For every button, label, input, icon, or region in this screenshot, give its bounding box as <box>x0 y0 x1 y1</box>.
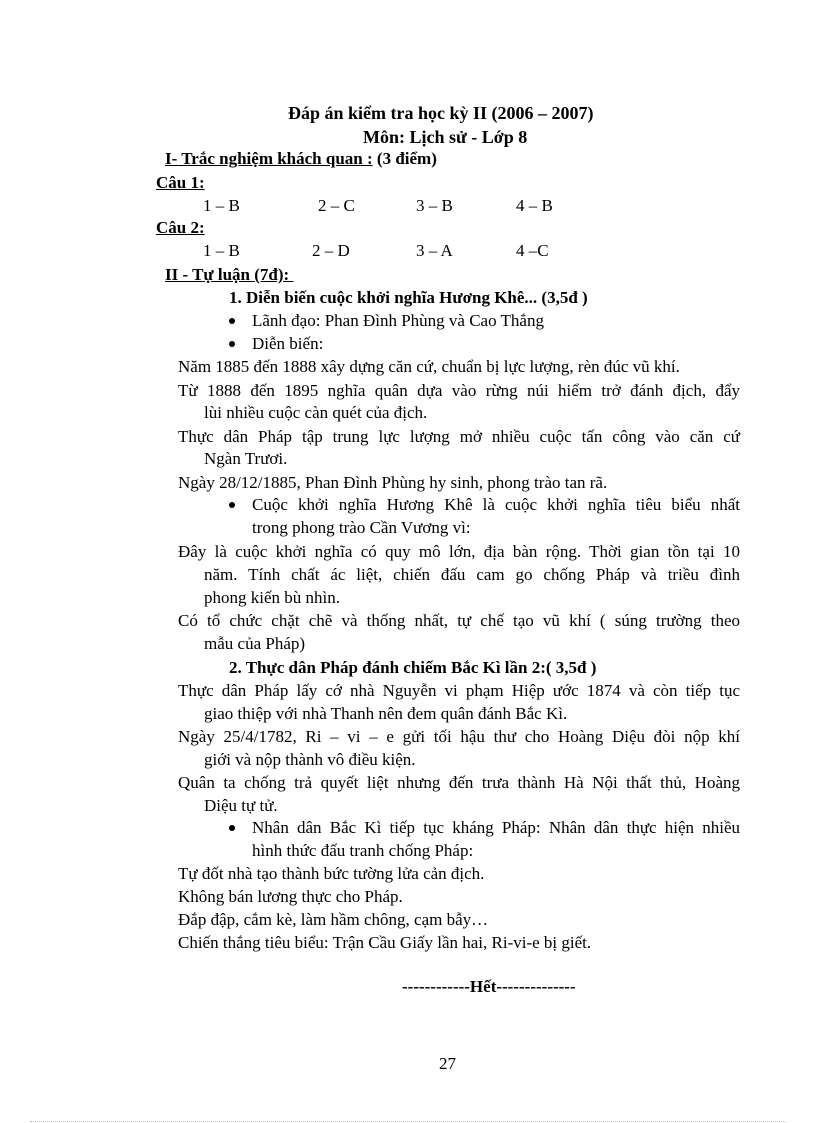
s2-para: Tự đốt nhà tạo thành bức tường lửa cản địch. <box>178 864 485 883</box>
bullet-icon <box>229 825 235 831</box>
s1-events-label: Diễn biến: <box>252 334 324 353</box>
s1-leader: Lãnh đạo: Phan Đình Phùng và Cao Thắng <box>252 311 544 330</box>
q1-answer: 4 – B <box>516 196 553 215</box>
part1-heading-points: (3 điểm) <box>372 149 437 168</box>
s1-para: phong kiến bù nhìn. <box>204 588 340 607</box>
s2-para: giới và nộp thành vô điều kiện. <box>204 750 416 769</box>
s2-para: giao thiệp với nhà Thanh nên đem quân đánh Bắc Kì. <box>204 704 568 723</box>
q1-answer: 3 – B <box>416 196 453 215</box>
s1-para: năm. Tính chất ác liệt, chiến đấu cam go chống Pháp và triều đình <box>204 565 740 584</box>
s1-para: Ngàn Trươi. <box>204 449 288 468</box>
section2-title: 2. Thực dân Pháp đánh chiếm Bắc Kì lần 2:( 3,5đ ) <box>229 658 597 677</box>
doc-title: Đáp án kiểm tra học kỳ II (2006 – 2007) <box>288 103 594 123</box>
part1-heading <box>165 148 437 170</box>
s1-para: lùi nhiều cuộc càn quét của địch. <box>204 403 428 422</box>
s1-typical: Cuộc khởi nghĩa Hương Khê là cuộc khởi nghĩa tiêu biểu nhất <box>252 495 740 514</box>
s1-para: mẫu của Pháp) <box>204 634 306 653</box>
s2-para: Thực dân Pháp lấy cớ nhà Nguyễn vi phạm Hiệp ước 1874 và còn tiếp tục <box>178 681 740 700</box>
q2-answer: 4 –C <box>516 241 549 260</box>
q2-answer: 2 – D <box>312 241 350 260</box>
s2-bullet: hình thức đấu tranh chống Pháp: <box>252 841 474 860</box>
s2-para: Ngày 25/4/1782, Ri – vi – e gửi tối hậu thư cho Hoàng Diệu đòi nộp khí <box>178 727 740 746</box>
s2-bullet: Nhân dân Bắc Kì tiếp tục kháng Pháp: Nhân dân thực hiện nhiều <box>252 818 740 837</box>
section1-title: 1. Diễn biến cuộc khởi nghĩa Hương Khê... (3,5đ ) <box>229 288 588 307</box>
s1-para: Đây là cuộc khởi nghĩa có quy mô lớn, địa bàn rộng. Thời gian tồn tại 10 <box>178 542 740 561</box>
q2-answer: 1 – B <box>203 241 240 260</box>
doc-subtitle: Môn: Lịch sử - Lớp 8 <box>363 127 528 147</box>
page-bottom-divider <box>30 1121 786 1122</box>
s1-typical: trong phong trào Cần Vương vì: <box>252 518 471 537</box>
bullet-icon <box>229 318 235 324</box>
s1-para: Có tổ chức chặt chẽ và thống nhất, tự chế tạo vũ khí ( súng trường theo <box>178 611 740 630</box>
part1-heading-label: I- Trắc nghiệm khách quan : <box>165 149 373 168</box>
page-number: 27 <box>439 1054 456 1073</box>
s1-para: Năm 1885 đến 1888 xây dựng căn cứ, chuẩn bị lực lượng, rèn đúc vũ khí. <box>178 357 680 376</box>
part2-heading: II - Tự luận (7đ): <box>165 265 294 284</box>
q2-answer: 3 – A <box>416 241 453 260</box>
s2-para: Diệu tự tử. <box>204 796 278 815</box>
s2-para: Chiến thắng tiêu biểu: Trận Cầu Giấy lần hai, Ri-vi-e bị giết. <box>178 933 592 952</box>
s2-para: Đắp đập, cắm kè, làm hầm chông, cạm bẫy… <box>178 910 489 929</box>
end-marker: ------------Hết-------------- <box>402 977 576 996</box>
q1-answer: 1 – B <box>203 196 240 215</box>
s2-para: Quân ta chống trả quyết liệt nhưng đến trưa thành Hà Nội thất thủ, Hoàng <box>178 773 740 792</box>
bullet-icon <box>229 502 235 508</box>
q1-answer: 2 – C <box>318 196 355 215</box>
s2-para: Không bán lương thực cho Pháp. <box>178 887 403 906</box>
s1-para: Thực dân Pháp tập trung lực lượng mở nhiều cuộc tấn công vào căn cứ <box>178 427 740 446</box>
q2-label: Câu 2: <box>156 218 205 237</box>
s1-para: Từ 1888 đến 1895 nghĩa quân dựa vào rừng núi hiểm trở đánh địch, đẩy <box>178 381 740 400</box>
q1-label: Câu 1: <box>156 173 205 192</box>
s1-para: Ngày 28/12/1885, Phan Đình Phùng hy sinh, phong trào tan rã. <box>178 473 608 492</box>
bullet-icon <box>229 341 235 347</box>
